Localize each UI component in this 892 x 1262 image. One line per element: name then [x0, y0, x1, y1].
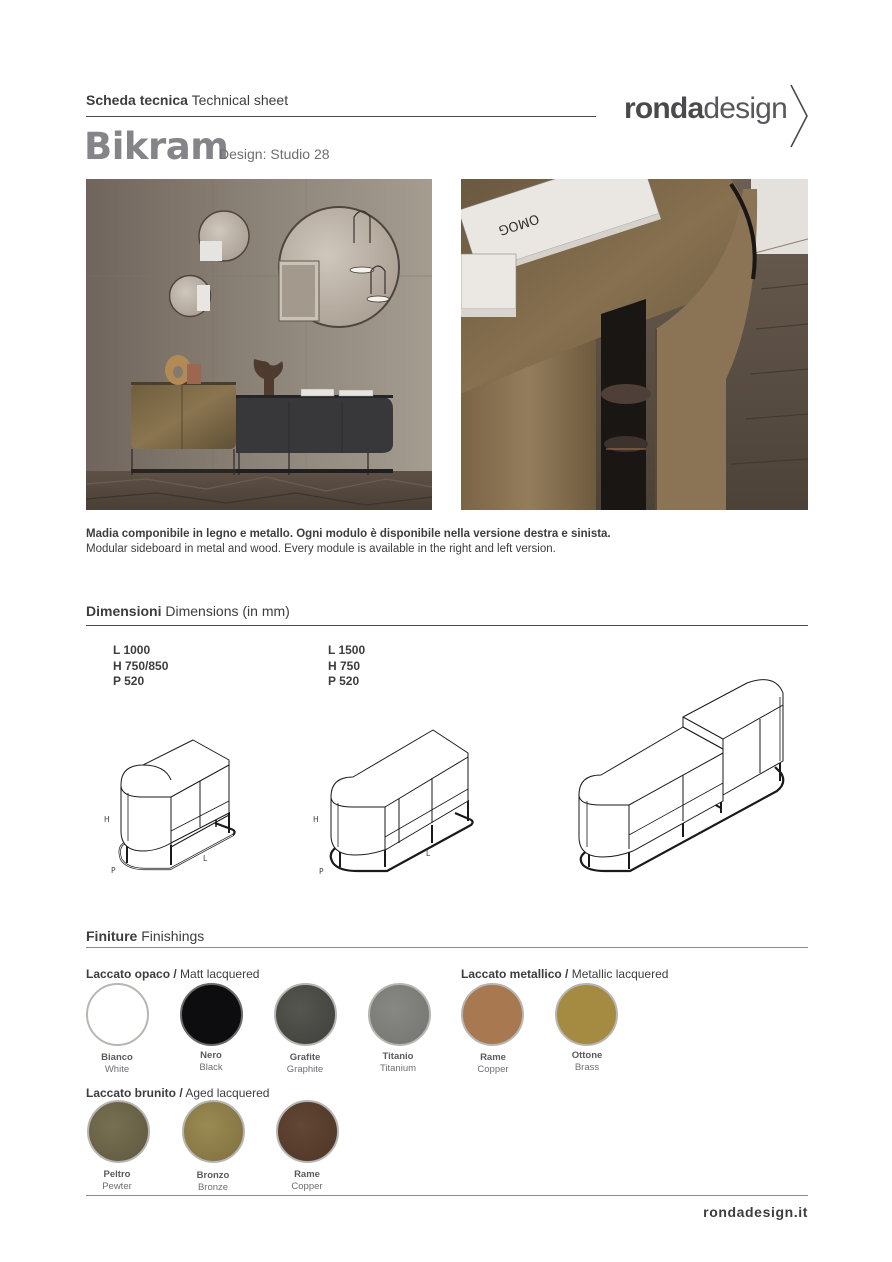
chevron-right-icon — [789, 84, 809, 148]
product-photo-room — [86, 179, 432, 510]
swatch-rame-aged[interactable] — [276, 1100, 339, 1163]
header-divider — [86, 116, 596, 117]
sheet-label — [86, 92, 288, 108]
swatch-label-titanio: Titanio Titanium — [379, 1051, 417, 1074]
description-english: Modular sideboard in metal and wood. Every module is available in the right and left version. — [86, 543, 556, 555]
swatch-titanio[interactable] — [368, 983, 431, 1046]
svg-text:P: P — [111, 866, 116, 875]
product-photo-detail — [461, 179, 808, 510]
swatch-nero[interactable] — [180, 983, 243, 1046]
svg-text:L: L — [203, 854, 208, 863]
swatch-ottone[interactable] — [555, 983, 618, 1046]
dimension-spec-1500 — [328, 643, 365, 690]
svg-text:P: P — [319, 867, 324, 876]
swatch-bronzo[interactable] — [182, 1100, 245, 1163]
designer-credit: Design: Studio 28 — [219, 146, 330, 162]
drawing-sideboard-composition — [575, 675, 795, 875]
drawing-sideboard-1500 — [305, 725, 480, 880]
logo-bold: ronda — [624, 92, 704, 125]
footer-divider — [86, 1195, 808, 1196]
swatch-peltro[interactable] — [87, 1100, 150, 1163]
brand-logo — [624, 92, 787, 126]
dimensions-divider — [86, 625, 808, 626]
dimensions-heading — [86, 603, 290, 619]
finishes-heading — [86, 928, 204, 944]
swatch-label-nero: Nero Black — [199, 1050, 223, 1073]
swatch-rame-metallic[interactable] — [461, 983, 524, 1046]
swatch-label-rame-metallic: Rame Copper — [477, 1052, 509, 1075]
finishes-heading-en: Finishings — [141, 928, 205, 944]
swatch-label-ottone: Ottone Brass — [571, 1050, 603, 1073]
finishes-divider — [86, 947, 808, 948]
dimension-spec-1000 — [113, 643, 168, 690]
svg-text:L: L — [426, 849, 431, 858]
drawing-sideboard-1000 — [95, 735, 245, 880]
dim-depth: P 520 — [113, 674, 145, 688]
swatch-label-bronzo: Bronzo Bronze — [196, 1170, 230, 1193]
finish-group-aged: Laccato brunito / Aged lacquered — [86, 1086, 270, 1100]
dim-length: L 1000 — [113, 643, 151, 657]
svg-text:OMOG: OMOG — [496, 210, 541, 238]
product-title: Bikram — [84, 125, 229, 168]
swatch-bianco[interactable] — [86, 983, 149, 1046]
sheet-label-en: Technical sheet — [191, 92, 289, 108]
dim-height: H 750 — [328, 658, 361, 673]
logo-light: design — [703, 92, 787, 125]
dimensions-heading-it: Dimensioni — [86, 603, 162, 619]
svg-text:H: H — [313, 815, 319, 824]
finish-group-matt: Laccato opaco / Matt lacquered — [86, 967, 260, 981]
swatch-label-bianco: Bianco White — [101, 1052, 133, 1075]
swatch-label-rame-aged: Rame Copper — [291, 1169, 323, 1192]
sheet-label-it: Scheda tecnica — [86, 92, 188, 108]
website-link[interactable]: rondadesign.it — [703, 1204, 808, 1220]
dim-height: H 750/850 — [113, 658, 169, 673]
finishes-heading-it: Finiture — [86, 928, 138, 944]
swatch-grafite[interactable] — [274, 983, 337, 1046]
description-italian: Madia componibile in legno e metallo. Ogni modulo è disponibile nella versione destra e sinista. — [86, 528, 611, 540]
swatch-label-grafite: Grafite Graphite — [286, 1052, 324, 1075]
swatch-label-peltro: Peltro Pewter — [102, 1169, 132, 1192]
dimensions-heading-en: Dimensions (in mm) — [165, 603, 290, 619]
svg-text:H: H — [104, 815, 110, 824]
dim-length: L 1500 — [328, 643, 366, 657]
finish-group-metallic: Laccato metallico / Metallic lacquered — [461, 967, 669, 981]
dim-depth: P 520 — [328, 674, 360, 688]
